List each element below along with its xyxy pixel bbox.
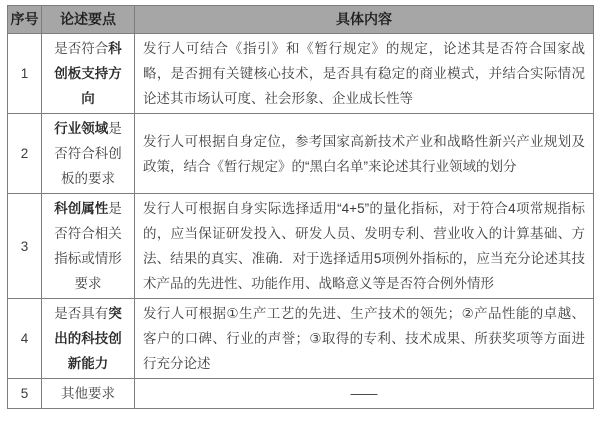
table-row [8, 379, 594, 409]
table-body [8, 34, 594, 409]
content-cell: —— [135, 379, 594, 409]
requirements-table [7, 5, 594, 409]
point-text: 是否具有 [54, 306, 109, 321]
row-number-cell: 3 [8, 194, 42, 299]
point-bold-text: 科创属性 [54, 201, 109, 216]
table-row [8, 114, 594, 194]
header-row [8, 6, 594, 34]
discussion-point-cell [42, 34, 135, 114]
table-header [8, 6, 594, 34]
row-number-cell: 2 [8, 114, 42, 194]
discussion-point-cell [42, 194, 135, 299]
discussion-point-cell [42, 379, 135, 409]
row-number-cell: 1 [8, 34, 42, 114]
header-cell-number: 序号 [8, 6, 42, 34]
point-bold-text: 行业领域 [54, 121, 109, 136]
point-text: 其他要求 [61, 386, 115, 401]
discussion-point-cell [42, 299, 135, 379]
row-number-cell: 4 [8, 299, 42, 379]
table-row [8, 34, 594, 114]
point-bold-text: 科创板支持方向 [54, 41, 122, 106]
content-cell: 发行人可结合《指引》和《暂行规定》的规定，论述其是否符合国家战略，是否拥有关键核心技术，是否具有稳定的商业模式，并结合实际情况论述其市场认可度、社会形象、企业成长性等 [135, 34, 594, 114]
point-text: 是否符合相关指标或情形要求 [54, 201, 122, 291]
point-text: 是否符合 [54, 41, 109, 56]
row-number-cell: 5 [8, 379, 42, 409]
table-row [8, 194, 594, 299]
point-text: 是否符合科创板的要求 [54, 121, 122, 186]
discussion-point-cell [42, 114, 135, 194]
content-cell: 发行人可根据自身实际选择适用“4+5”的量化指标，对于符合4项常规指标的，应当保证研发投入、研发人员、发明专利、营业收入的计算基础、方法、结果的真实、准确．对于选择适用5项例外指标的，应当充分论述其技术产品的先进性、功能作用、战略意义等是否符合例外情形 [135, 194, 594, 299]
header-cell-content: 具体内容 [135, 6, 594, 34]
table-row [8, 299, 594, 379]
point-bold-text: 突出的科技创新能力 [54, 306, 122, 371]
content-cell: 发行人可根据自身定位，参考国家高新技术产业和战略性新兴产业规划及政策，结合《暂行规定》的“黑白名单”来论述其行业领域的划分 [135, 114, 594, 194]
header-cell-point: 论述要点 [42, 6, 135, 34]
content-cell: 发行人可根据①生产工艺的先进、生产技术的领先；②产品性能的卓越、客户的口碑、行业的声誉；③取得的专利、技术成果、所获奖项等方面进行充分论述 [135, 299, 594, 379]
